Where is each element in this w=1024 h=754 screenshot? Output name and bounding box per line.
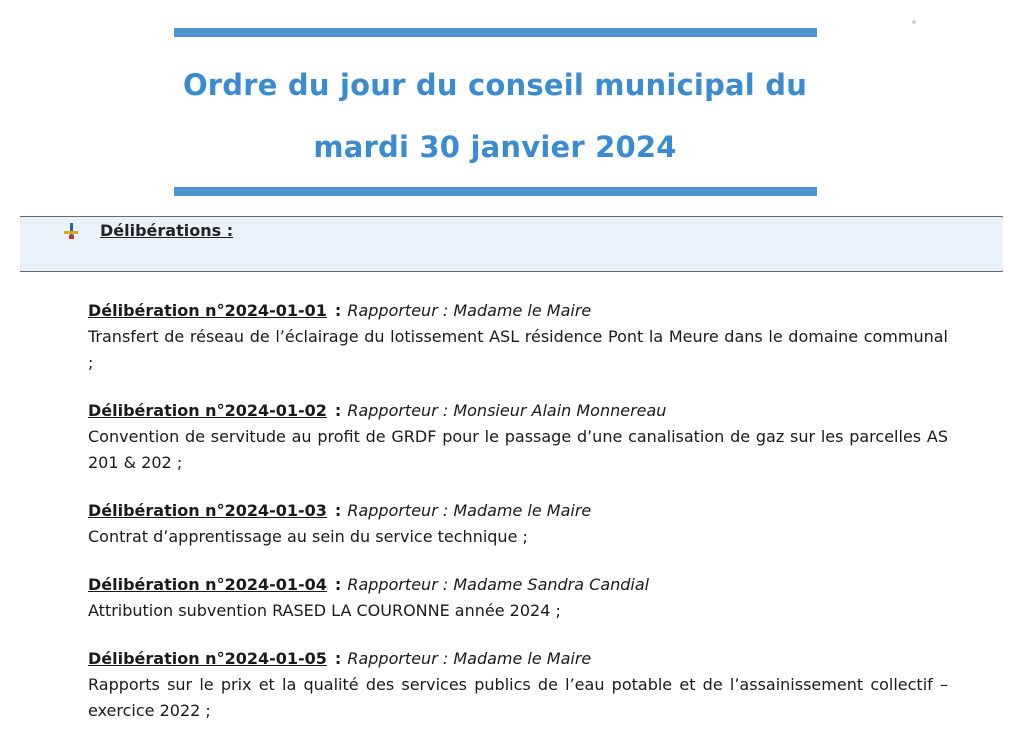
deliberation-ref: Délibération n°2024-01-03 [88, 501, 327, 520]
deliberation-description: Convention de servitude au profit de GRDF pour le passage d’une canalisation de gaz sur les parcelles AS 201 & 202 ; [88, 427, 948, 472]
title-top-rule [174, 28, 817, 37]
title-line-1: Ordre du jour du conseil municipal du [182, 68, 808, 102]
deliberation-ref: Délibération n°2024-01-01 [88, 301, 327, 320]
deliberation-rapporteur: Rapporteur : Madame le Maire [347, 301, 592, 320]
title-bottom-rule [174, 187, 817, 196]
deliberation-item: Délibération n°2024-01-04 : Rapporteur : Madame Sandra Candial Attribution subvention RASED LA COURONNE année 2024 ; [88, 572, 948, 624]
deliberation-ref: Délibération n°2024-01-04 [88, 575, 327, 594]
deliberation-ref: Délibération n°2024-01-05 [88, 649, 327, 668]
deliberation-description: Attribution subvention RASED LA COURONNE année 2024 ; [88, 601, 561, 620]
deliberation-ref: Délibération n°2024-01-02 [88, 401, 327, 420]
arrow-bullet-icon [64, 223, 78, 239]
deliberation-rapporteur: Rapporteur : Madame Sandra Candial [347, 575, 650, 594]
title-line-2: mardi 30 janvier 2024 [313, 130, 677, 164]
deliberation-description: Contrat d’apprentissage au sein du service technique ; [88, 527, 528, 546]
page-title [150, 54, 840, 178]
deliberation-rapporteur: Rapporteur : Madame le Maire [347, 501, 592, 520]
deliberation-item: Délibération n°2024-01-01 : Rapporteur : Madame le Maire Transfert de réseau de l’éclairage du lotissement ASL résidence Pont la Meure dans le domaine communal ; [88, 298, 948, 376]
deliberation-description: Transfert de réseau de l’éclairage du lotissement ASL résidence Pont la Meure dans le domaine communal ; [88, 327, 948, 372]
deliberation-list [88, 298, 948, 746]
deliberation-item: Délibération n°2024-01-02 : Rapporteur : Monsieur Alain Monnereau Convention de servitude au profit de GRDF pour le passage d’une canalisation de gaz sur les parcelles AS 201 & 202 ; [88, 398, 948, 476]
section-header [20, 216, 1003, 272]
deliberation-rapporteur: Rapporteur : Monsieur Alain Monnereau [347, 401, 667, 420]
deliberation-item: Délibération n°2024-01-03 : Rapporteur : Madame le Maire Contrat d’apprentissage au sein du service technique ; [88, 498, 948, 550]
scan-speck [912, 20, 916, 24]
deliberation-item: Délibération n°2024-01-05 : Rapporteur : Madame le Maire Rapports sur le prix et la qualité des services publics de l’eau potable et de l’assainissement collectif – exercice 2022 ; [88, 646, 948, 724]
section-label: Délibérations : [100, 221, 234, 240]
deliberation-rapporteur: Rapporteur : Madame le Maire [347, 649, 592, 668]
deliberation-description: Rapports sur le prix et la qualité des services publics de l’eau potable et de l’assainissement collectif – exercice 2022 ; [88, 675, 948, 720]
